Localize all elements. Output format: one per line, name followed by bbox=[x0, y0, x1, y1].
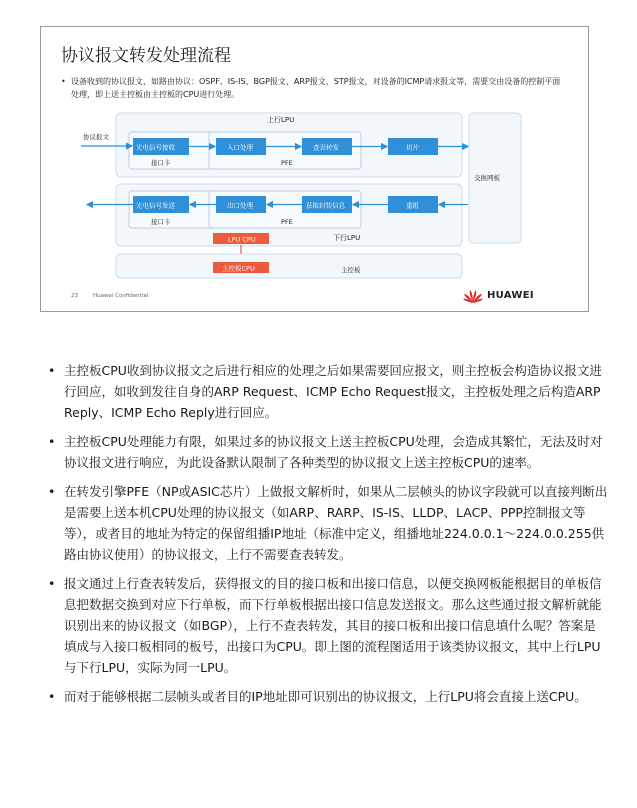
egress-label: 出口处理 bbox=[227, 201, 253, 210]
list-item-text: 主控板CPU处理能力有限，如果过多的协议报文上送主控板CPU处理，会造成其繁忙，无法及时对协议报文进行响应，为此设备默认限制了各种类型的协议报文上送主控板CPU的速率。 bbox=[64, 434, 603, 470]
list-item bbox=[48, 431, 608, 473]
interface-card-bottom-label: 接口卡 bbox=[151, 218, 171, 226]
huawei-flower-icon bbox=[462, 288, 484, 304]
huawei-logo bbox=[460, 288, 570, 304]
list-item bbox=[48, 686, 608, 707]
downlink-lpu-label: 下行LPU bbox=[333, 234, 361, 242]
list-item-text: 而对于能够根据二层帧头或者目的IP地址即可识别出的协议报文，上行LPU将会直接上送CPU。 bbox=[64, 689, 587, 704]
lookup-label: 查表转发 bbox=[313, 143, 339, 152]
reassemble-label: 重组 bbox=[406, 201, 419, 210]
slide-title: 协议报文转发处理流程 bbox=[61, 46, 231, 66]
bullet-dot: • bbox=[48, 434, 56, 449]
slide-bullet-text: 设备收到的协议报文，如路由协议：OSPF、IS-IS、BGP报文，ARP报文，STP报文，对设备的ICMP请求报文等，需要交由设备的控制平面处理，即上送主控板由主控板的CPU进行处理。 bbox=[71, 77, 561, 99]
bullet-dot: • bbox=[48, 689, 56, 704]
bullet-dot: • bbox=[48, 576, 56, 591]
list-item-text: 报文通过上行查表转发后，获得报文的目的接口板和出接口信息，以便交换网板能根据目的单板信息把数据交换到对应下行单板，而下行单板根据出接口信息发送报文。那么这些通过报文解析就能识别出来的协议报文（如BGP），上行不查表转发，其目的接口板和出接口信息填什么呢？答案是填成与入接口板相同的板号，出接口为CPU。即上图的流程图适用于该类协议报文，其中上行LPU与下行LPU，实际为同一LPU。 bbox=[64, 576, 602, 675]
input-label: 协议报文 bbox=[83, 133, 109, 141]
confidential-label: Huawei Confidential bbox=[93, 293, 149, 299]
main-board-label: 主控板 bbox=[341, 266, 361, 274]
list-item bbox=[48, 573, 608, 678]
brand-text: HUAWEI bbox=[487, 290, 534, 301]
optical-receive-label: 光电信号接收 bbox=[136, 143, 175, 152]
optical-send-label: 光电信号发送 bbox=[136, 201, 175, 210]
main-board-container bbox=[116, 254, 462, 278]
pfe-bottom-label: PFE bbox=[281, 218, 293, 226]
list-item bbox=[48, 481, 608, 565]
switch-fabric-label: 交换网板 bbox=[474, 174, 500, 182]
uplink-lpu-label: 上行LPU bbox=[267, 116, 295, 124]
forwarding-diagram bbox=[41, 27, 590, 313]
interface-card-top-label: 接口卡 bbox=[151, 159, 171, 167]
list-item bbox=[48, 360, 608, 423]
list-item-text: 在转发引擎PFE（NP或ASIC芯片）上做报文解析时，如果从二层帧头的协议字段就可以直接判断出是需要上送本机CPU处理的协议报文（如ARP、RARP、IS-IS、LLDP、LACP、PPP控制报文等等），或者目的地址为特定的保留组播IP地址（标准中定义，组播地址224.0.0.1～224.0.0.255供路由协议使用）的协议报文，上行不需要查表转发。 bbox=[64, 484, 608, 562]
bullet-dot: • bbox=[48, 484, 56, 499]
main-cpu-label: 主控板CPU bbox=[222, 264, 255, 273]
bullet-dot: • bbox=[61, 77, 66, 86]
body-bullet-list bbox=[48, 360, 608, 715]
pfe-top-label: PFE bbox=[281, 159, 293, 167]
page-number: 23 bbox=[71, 293, 78, 299]
lpu-cpu-label: LPU CPU bbox=[228, 235, 256, 244]
get-encap-label: 获取封装信息 bbox=[306, 201, 345, 210]
slice-label: 切片 bbox=[406, 143, 419, 152]
bullet-dot: • bbox=[48, 363, 56, 378]
slide bbox=[40, 26, 589, 312]
list-item-text: 主控板CPU收到协议报文之后进行相应的处理之后如果需要回应报文，则主控板会构造协议报文进行回应，如收到发往自身的ARP Request、ICMP Echo Request报文，主控板处理之后构造ARP Reply、ICMP Echo Reply进行回应。 bbox=[64, 363, 602, 420]
ingress-label: 入口处理 bbox=[227, 143, 253, 152]
